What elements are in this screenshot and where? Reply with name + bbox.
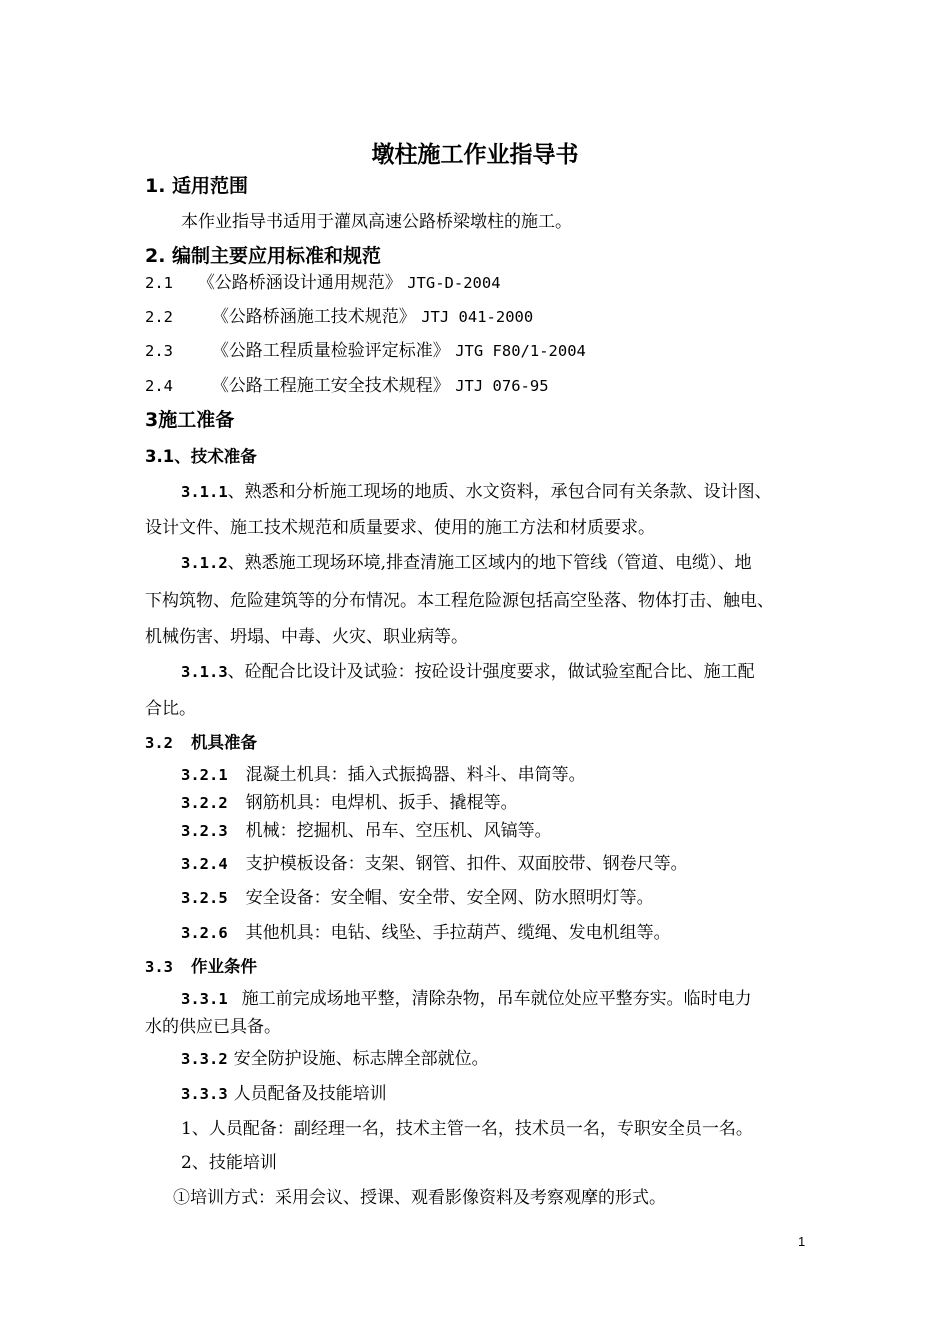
- section-3-heading: 3施工准备: [145, 409, 235, 431]
- standard-number: 2.1: [145, 274, 173, 292]
- paragraph-3-1-2: 3.1.2、熟悉施工现场环境,排查清施工区域内的地下管线（管道、电缆）、地: [181, 553, 752, 573]
- equipment-item: 3.2.2 钢筋机具：电焊机、扳手、撬棍等。: [181, 793, 518, 813]
- subsection-3-3-heading: 3.3 作业条件: [145, 957, 257, 976]
- paragraph-3-1-3: 3.1.3、砼配合比设计及试验：按砼设计强度要求，做试验室配合比、施工配: [181, 662, 755, 682]
- standard-number: 2.2: [145, 308, 173, 326]
- training-line: 2、技能培训: [181, 1153, 277, 1173]
- standard-code: JTG F80/1-2004: [455, 342, 586, 360]
- document-title: 墩柱施工作业指导书: [371, 142, 579, 168]
- clause-number: 3.1.1: [181, 483, 228, 501]
- standard-number: 2.3: [145, 342, 173, 360]
- section-2-heading: 2. 编制主要应用标准和规范: [145, 245, 382, 267]
- paragraph-3-1-1-cont: 设计文件、施工技术规范和质量要求、使用的施工方法和材质要求。: [145, 518, 655, 538]
- paragraph-3-1-2-cont: 机械伤害、坍塌、中毒、火灾、职业病等。: [145, 627, 468, 647]
- subsection-3-1-heading: 3.1、技术准备: [145, 447, 257, 466]
- standard-title: 《公路桥涵设计通用规范》: [197, 273, 402, 293]
- condition-3-3-2: 3.3.2 安全防护设施、标志牌全部就位。: [181, 1049, 489, 1069]
- section-1-heading: 1. 适用范围: [145, 175, 249, 197]
- standard-title: 《公路桥涵施工技术规范》: [211, 307, 416, 327]
- equipment-item: 3.2.3 机械：挖掘机、吊车、空压机、风镐等。: [181, 821, 552, 841]
- equipment-item: 3.2.5 安全设备：安全帽、安全带、安全网、防水照明灯等。: [181, 888, 654, 908]
- standard-item: [145, 340, 586, 362]
- page-number: 1: [798, 1234, 806, 1249]
- clause-number: 3.1.2: [181, 554, 228, 572]
- standard-number: 2.4: [145, 377, 173, 395]
- condition-3-3-1-cont: 水的供应已具备。: [145, 1017, 281, 1037]
- standard-title: 《公路工程施工安全技术规程》: [211, 376, 450, 396]
- standard-code: JTJ 076-95: [455, 377, 549, 395]
- clause-number: 3.1.3: [181, 663, 228, 681]
- standard-item: [145, 306, 533, 328]
- equipment-item: 3.2.1 混凝土机具：插入式振捣器、料斗、串筒等。: [181, 765, 586, 785]
- standard-item: [145, 272, 501, 294]
- paragraph-3-1-1: 3.1.1、熟悉和分析施工现场的地质、水文资料，承包合同有关条款、设计图、: [181, 482, 772, 502]
- paragraph-3-1-3-cont: 合比。: [145, 699, 196, 719]
- section-1-body: 本作业指导书适用于灌凤高速公路桥梁墩柱的施工。: [181, 212, 572, 232]
- standard-item: [145, 375, 549, 397]
- standard-code: JTG-D-2004: [407, 274, 501, 292]
- condition-3-3-3: 3.3.3 人员配备及技能培训: [181, 1084, 387, 1104]
- equipment-item: 3.2.4 支护模板设备：支架、钢管、扣件、双面胶带、钢卷尺等。: [181, 854, 688, 874]
- staffing-line: 1、人员配备：副经理一名，技术主管一名，技术员一名，专职安全员一名。: [181, 1119, 753, 1139]
- standard-code: JTJ 041-2000: [421, 308, 534, 326]
- standard-title: 《公路工程质量检验评定标准》: [211, 341, 450, 361]
- subsection-3-2-heading: 3.2 机具准备: [145, 733, 257, 752]
- equipment-item: 3.2.6 其他机具：电钻、线坠、手拉葫芦、缆绳、发电机组等。: [181, 923, 671, 943]
- training-method-line: ①培训方式：采用会议、授课、观看影像资料及考察观摩的形式。: [173, 1188, 666, 1208]
- paragraph-3-1-2-cont: 下构筑物、危险建筑等的分布情况。本工程危险源包括高空坠落、物体打击、触电、: [145, 591, 774, 611]
- condition-3-3-1: 3.3.1 施工前完成场地平整，清除杂物，吊车就位处应平整夯实。临时电力: [181, 989, 752, 1009]
